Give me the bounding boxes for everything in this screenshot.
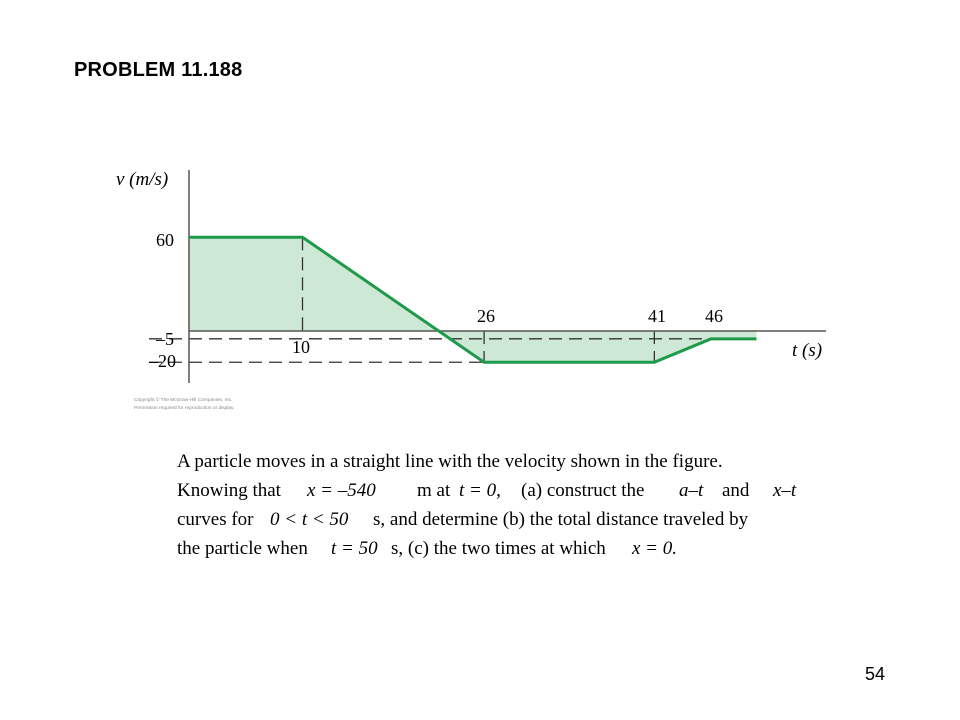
problem-text: the particle when bbox=[177, 538, 308, 559]
problem-line bbox=[177, 509, 817, 538]
problem-text: A particle moves in a straight line with the velocity shown in the figure. bbox=[177, 451, 723, 472]
problem-statement bbox=[177, 451, 817, 567]
problem-line bbox=[177, 480, 817, 509]
y-tick-label: 60 bbox=[156, 230, 174, 250]
area-under-curve bbox=[189, 237, 757, 362]
math-expression: a–t bbox=[679, 480, 704, 501]
slide-title: PROBLEM 11.188 bbox=[74, 59, 243, 81]
problem-text: (a) construct the bbox=[521, 480, 645, 501]
problem-text: s, and determine (b) the total distance traveled by bbox=[373, 509, 749, 530]
problem-text: Knowing that bbox=[177, 480, 281, 501]
x-tick-label: 10 bbox=[292, 337, 310, 357]
problem-text: m at bbox=[417, 480, 451, 501]
x-axis-label: t (s) bbox=[792, 340, 823, 361]
y-axis-label-text: v (m/s) bbox=[116, 169, 169, 190]
x-tick-label: 26 bbox=[477, 306, 495, 326]
math-expression: t = 0, bbox=[459, 480, 501, 501]
copyright-line: Permission required for reproduction or display. bbox=[134, 406, 235, 411]
copyright-line: Copyright © The McGraw-Hill Companies, Inc. bbox=[134, 398, 233, 403]
math-expression: x–t bbox=[773, 480, 797, 501]
y-tick-label: –20 bbox=[149, 351, 176, 371]
y-tick-label: –5 bbox=[156, 329, 174, 349]
shaded-area bbox=[189, 237, 757, 362]
math-expression: x = 0. bbox=[632, 538, 678, 559]
problem-line bbox=[177, 451, 817, 480]
math-expression: t = 50 bbox=[331, 538, 378, 559]
y-axis-label bbox=[116, 169, 168, 190]
x-tick-label: 41 bbox=[648, 306, 666, 326]
x-tick-label: 46 bbox=[705, 306, 723, 326]
problem-text: curves for bbox=[177, 509, 254, 530]
problem-text: and bbox=[722, 480, 750, 501]
math-expression: x = –540 bbox=[307, 480, 376, 501]
problem-text: s, (c) the two times at which bbox=[391, 538, 606, 559]
page-number: 54 bbox=[865, 664, 886, 684]
math-expression: 0 < t < 50 bbox=[270, 509, 349, 530]
problem-line bbox=[177, 538, 817, 567]
